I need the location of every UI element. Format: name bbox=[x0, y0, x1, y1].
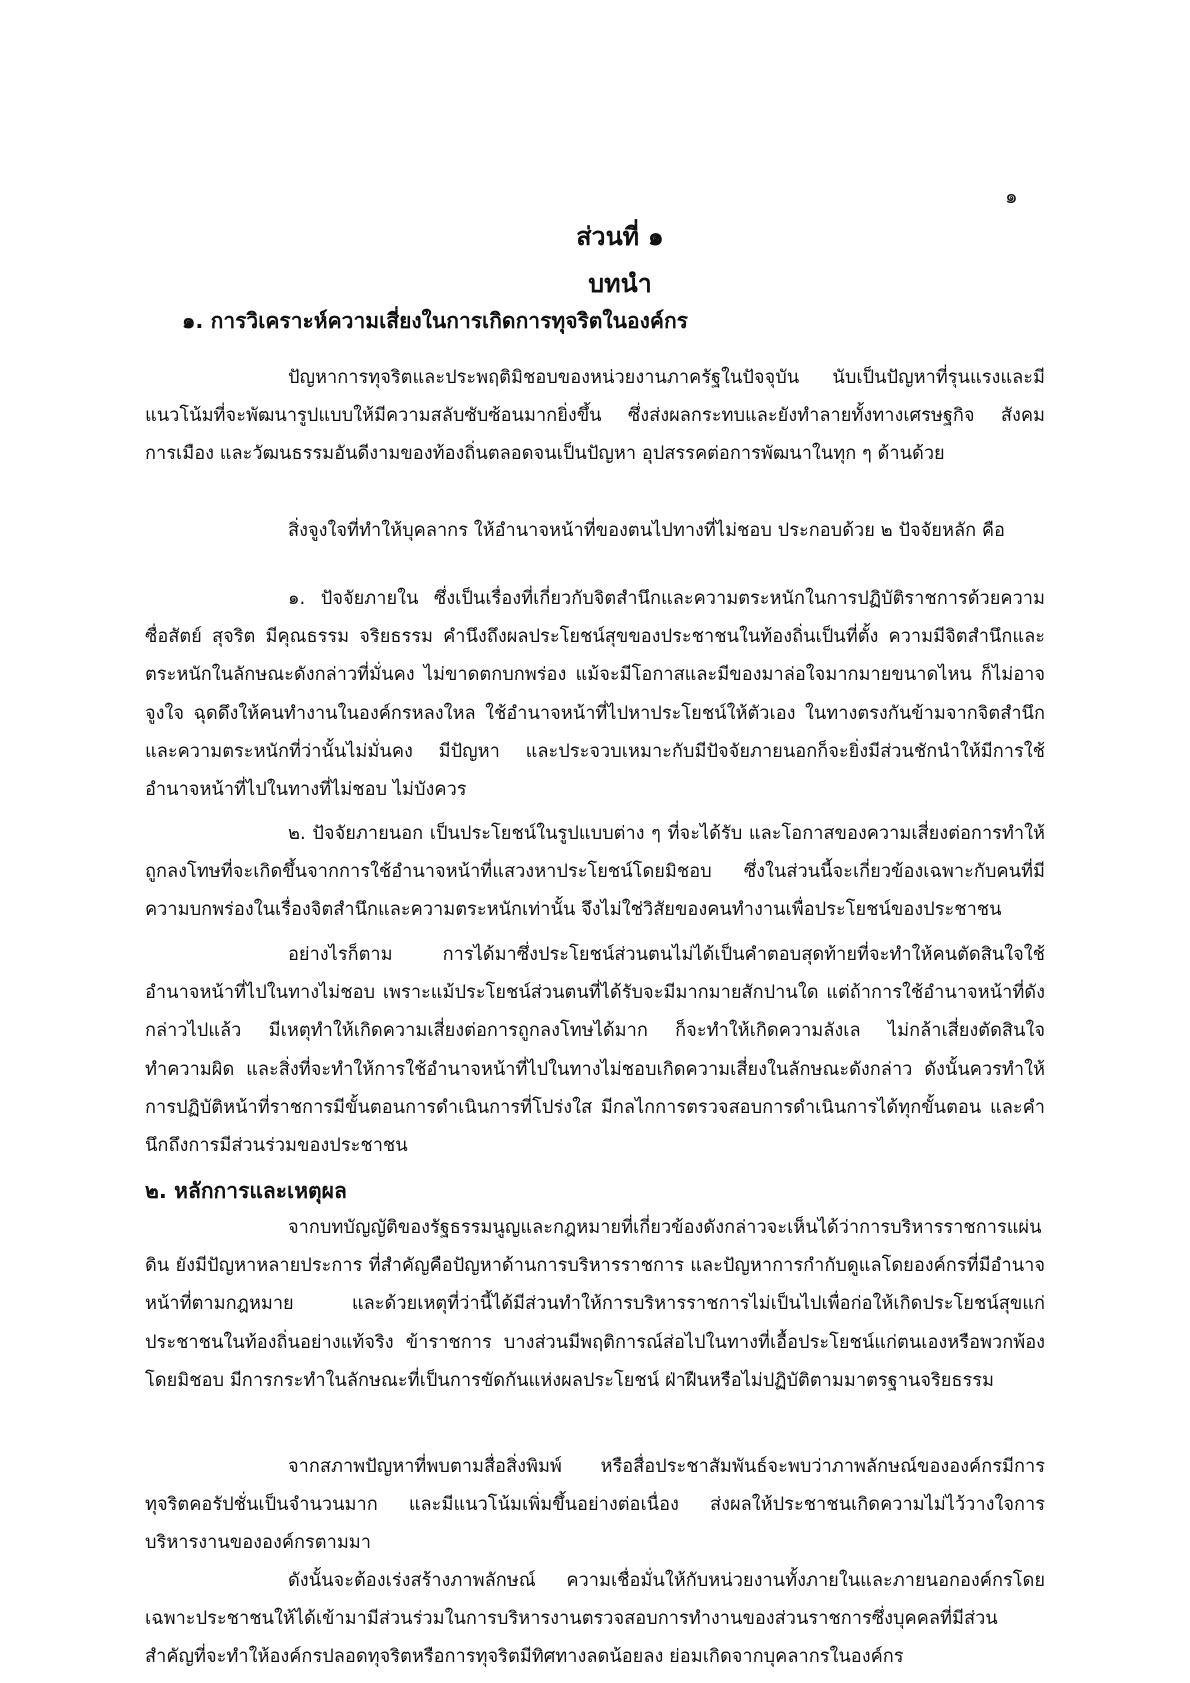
part-title: ส่วนที่ ๑ bbox=[576, 222, 664, 251]
chapter-title: บทนำ bbox=[588, 269, 652, 298]
paragraph-media-problems: จากสภาพปัญหาที่พบตามสื่อสิ่งพิมพ์ หรือสื่อประชาสัมพันธ์จะพบว่าภาพลักษณ์ขององค์กรมีการทุจริตคอรัปชั่นเป็นจำนวนมาก และมีแนวโน้มเพิ่มขึ้นอย่างต่อเนื่อง ส่งผลให้ประชาชนเกิดความไม่ไว้วางใจการบริหารงานขององค์กรตามมา bbox=[145, 1456, 1045, 1554]
paragraph-incentives: สิ่งจูงใจที่ทำให้บุคลากร ให้อำนาจหน้าที่ของตนไปทางที่ไม่ชอบ ประกอบด้วย ๒ ปัจจัยหลัก คือ bbox=[288, 520, 1005, 541]
section-heading-rationale: ๒. หลักการและเหตุผล bbox=[145, 1179, 347, 1203]
paragraph-however: อย่างไรก็ตาม การได้มาซึ่งประโยชน์ส่วนตนไม่ได้เป็นคำตอบสุดท้ายที่จะทำให้คนตัดสินใจใช้อำนาจหน้าที่ไปในทางไม่ชอบ เพราะแม้ประโยชน์ส่วนตนที่ได้รับจะมีมากมายสักปานใด แต่ถ้าการใช้อำนาจหน้าที่ดังกล่าวไปแล้ว มีเหตุทำให้เกิดความเสี่ยงต่อการถูกลงโทษได้มาก ก็จะทำให้เกิดความลังเล ไม่กล้าเสี่ยงตัดสินใจทำความผิด และสิ่งที่จะทำให้การใช้อำนาจหน้าที่ไปในทางไม่ชอบเกิดความเสี่ยงในลักษณะดังกล่าว ดังนั้นควรทำให้การปฏิบัติหน้าที่ราชการมีขั้นตอนการดำเนินการที่โปร่งใส มีกลไกการตรวจสอบการดำเนินการได้ทุกขั้นตอน และคำนึกถึงการมีส่วนร่วมของประชาชน bbox=[145, 944, 1045, 1157]
paragraph-internal-factor: ๑. ปัจจัยภายใน ซึ่งเป็นเรื่องที่เกี่ยวกับจิตสำนึกและความตระหนักในการปฏิบัติราชการด้วยความซื่อสัตย์ สุจริต มีคุณธรรม จริยธรรม คำนึงถึงผลประโยชน์สุขของประชาชนในท้องถิ่นเป็นที่ตั้ง ความมีจิตสำนึกและตระหนักในลักษณะดังกล่าวที่มั่นคง ไม่ขาดตกบกพร่อง แม้จะมีโอกาสและมีของมาล่อใจมากมายขนาดไหน ก็ไม่อาจจูงใจ ฉุดดึงให้คนทำงานในองค์กรหลงใหล ใช้อำนาจหน้าที่ไปหาประโยชน์ให้ตัวเอง ในทางตรงกันข้ามจากจิตสำนึกและความตระหนักที่ว่านั้นไม่มั่นคง มีปัญหา และประจวบเหมาะกับมีปัจจัยภายนอกก็จะยิ่งมีส่วนชักนำให้มีการใช้อำนาจหน้าที่ไปในทางที่ไม่ชอบ ไม่บังควร bbox=[145, 588, 1045, 801]
page-number: ๑ bbox=[1005, 184, 1018, 208]
paragraph-corruption-problem: ปัญหาการทุจริตและประพฤติมิชอบของหน่วยงานภาครัฐในปัจจุบัน นับเป็นปัญหาที่รุนแรงและมีแนวโน้มที่จะพัฒนารูปแบบให้มีความสลับซับซ้อนมากยิ่งขึ้น ซึ่งส่งผลกระทบและยังทำลายทั้งทางเศรษฐกิจ สังคม การเมือง และวัฒนธรรมอันดีงามของท้องถิ่นตลอดจนเป็นปัญหา อุปสรรคต่อการพัฒนาในทุก ๆ ด้านด้วย bbox=[145, 367, 1045, 465]
paragraph-external-factor: ๒. ปัจจัยภายนอก เป็นประโยชน์ในรูปแบบต่าง ๆ ที่จะได้รับ และโอกาสของความเสี่ยงต่อการทำให้ถูกลงโทษที่จะเกิดขึ้นจากการใช้อำนาจหน้าที่แสวงหาประโยชน์โดยมิชอบ ซึ่งในส่วนนี้จะเกี่ยวข้องเฉพาะกับคนที่มีความบกพร่องในเรื่องจิตสำนึกและความตระหนักเท่านั้น จึงไม่ใช่วิสัยของคนทำงานเพื่อประโยชน์ของประชาชน bbox=[145, 823, 1045, 921]
section-heading-risk-analysis: ๑. การวิเคราะห์ความเสี่ยงในการเกิดการทุจริตในองค์กร bbox=[182, 309, 688, 333]
paragraph-constitution: จากบทบัญญัติของรัฐธรรมนูญและกฎหมายที่เกี่ยวข้องดังกล่าวจะเห็นได้ว่าการบริหารราชการแผ่นดิน ยังมีปัญหาหลายประการ ที่สำคัญคือปัญหาด้านการบริหารราชการ และปัญหาการกำกับดูแลโดยองค์กรที่มีอำนาจหน้าที่ตามกฎหมาย และด้วยเหตุที่ว่านี้ได้มีส่วนทำให้การบริหารราชการไม่เป็นไปเพื่อก่อให้เกิดประโยชน์สุขแก่ประชาชนในท้องถิ่นอย่างแท้จริง ข้าราชการ บางส่วนมีพฤติการณ์ส่อไปในทางที่เอื้อประโยชน์แก่ตนเองหรือพวกพ้องโดยมิชอบ มีการกระทำในลักษณะที่เป็นการขัดกันแห่งผลประโยชน์ ฝ่าฝืนหรือไม่ปฏิบัติตามมาตรฐานจริยธรรม bbox=[145, 1217, 1045, 1391]
paragraph-build-image: ดังนั้นจะต้องเร่งสร้างภาพลักษณ์ ความเชื่อมั่นให้กับหน่วยงานทั้งภายในและภายนอกองค์กรโดยเฉพาะประชาชนให้ได้เข้ามามีส่วนร่วมในการบริหารงานตรวจสอบการทำงานของส่วนราชการซึ่งบุคคลที่มีส่วนสำคัญที่จะทำให้องค์กรปลอดทุจริตหรือการทุจริตมีทิศทางลดน้อยลง ย่อมเกิดจากบุคลากรในองค์กร bbox=[145, 1570, 1045, 1668]
